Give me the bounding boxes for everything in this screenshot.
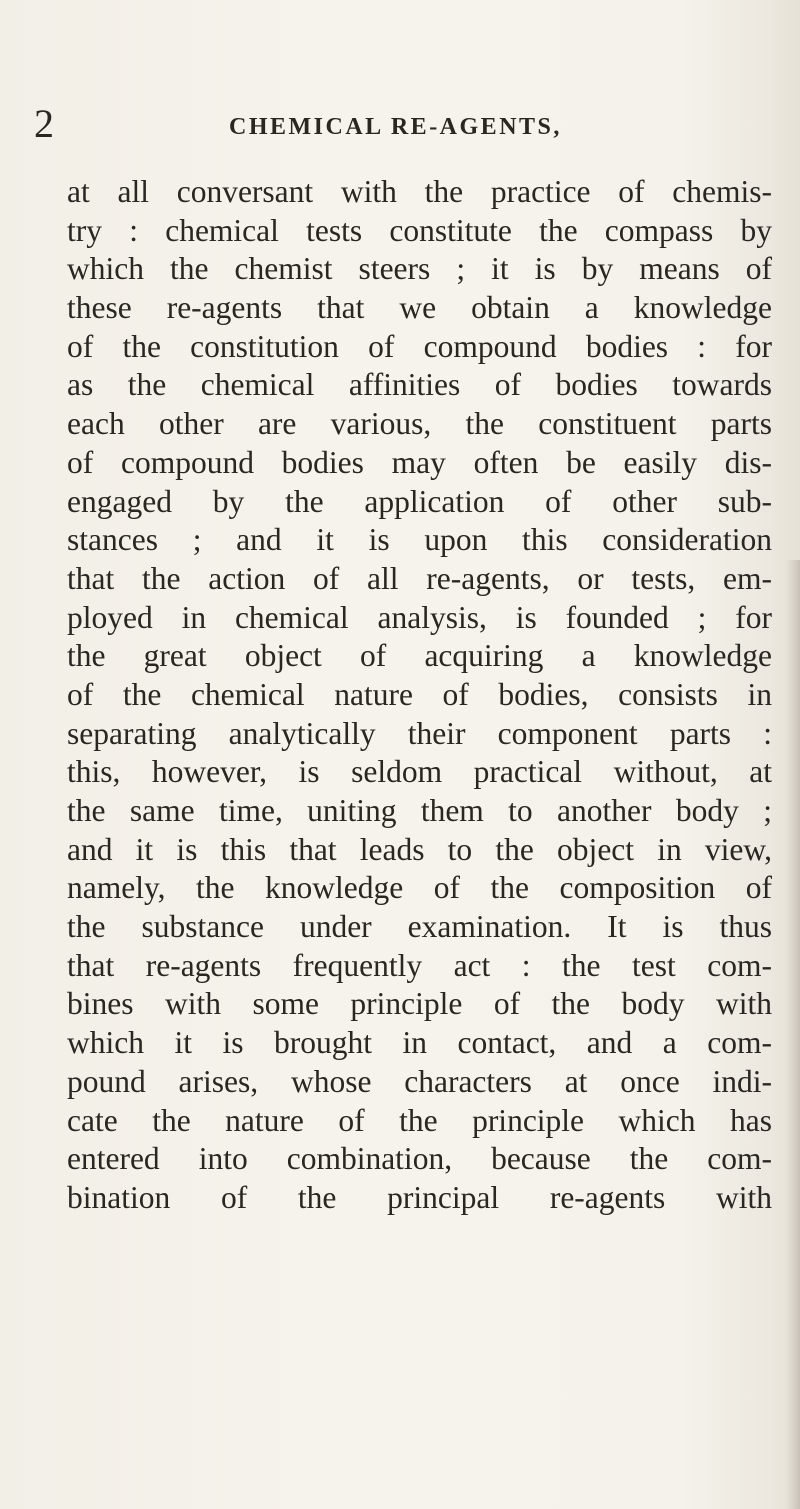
text-line: separating analytically their component parts : <box>67 715 772 751</box>
page-header <box>34 101 754 146</box>
text-line: entered into combination, because the com- <box>67 1141 772 1177</box>
text-line: bines with some principle of the body with <box>67 986 772 1022</box>
text-line: of compound bodies may often be easily dis- <box>67 444 772 480</box>
text-line: stances ; and it is upon this consideration <box>67 522 772 558</box>
text-line: that re-agents frequently act : the test com- <box>67 947 772 983</box>
text-line: ployed in chemical analysis, is founded ; for <box>67 599 772 635</box>
text-line: each other are various, the constituent parts <box>67 406 772 442</box>
text-line: these re-agents that we obtain a knowledge <box>67 290 772 326</box>
text-line: the great object of acquiring a knowledge <box>67 638 772 674</box>
text-line: cate the nature of the principle which has <box>67 1102 772 1138</box>
text-line: and it is this that leads to the object in view, <box>67 831 772 867</box>
text-line: as the chemical affinities of bodies towards <box>67 367 772 403</box>
text-line: of the chemical nature of bodies, consists in <box>67 676 772 712</box>
text-line: engaged by the application of other sub- <box>67 483 772 519</box>
running-head: CHEMICAL RE-AGENTS, <box>229 114 562 140</box>
text-line: pound arises, whose characters at once indi- <box>67 1063 772 1099</box>
text-line: try : chemical tests constitute the compass by <box>67 212 772 248</box>
text-line: the same time, uniting them to another body ; <box>67 793 772 828</box>
text-line: at all conversant with the practice of chemis- <box>67 174 772 209</box>
text-line: that the action of all re-agents, or tests, em- <box>67 560 772 596</box>
page-number: 2 <box>34 101 54 146</box>
text-line: bination of the principal re-agents with <box>67 1179 772 1215</box>
text-line: namely, the knowledge of the composition of <box>67 870 772 906</box>
text-line: the substance under examination. It is thus <box>67 909 772 945</box>
page-edge-shadow <box>786 560 800 1509</box>
body-text <box>67 173 772 1218</box>
text-line: which the chemist steers ; it is by means of <box>67 251 772 287</box>
text-line: of the constitution of compound bodies : for <box>67 328 772 364</box>
text-line: this, however, is seldom practical without, at <box>67 754 772 790</box>
text-line: which it is brought in contact, and a com- <box>67 1025 772 1061</box>
